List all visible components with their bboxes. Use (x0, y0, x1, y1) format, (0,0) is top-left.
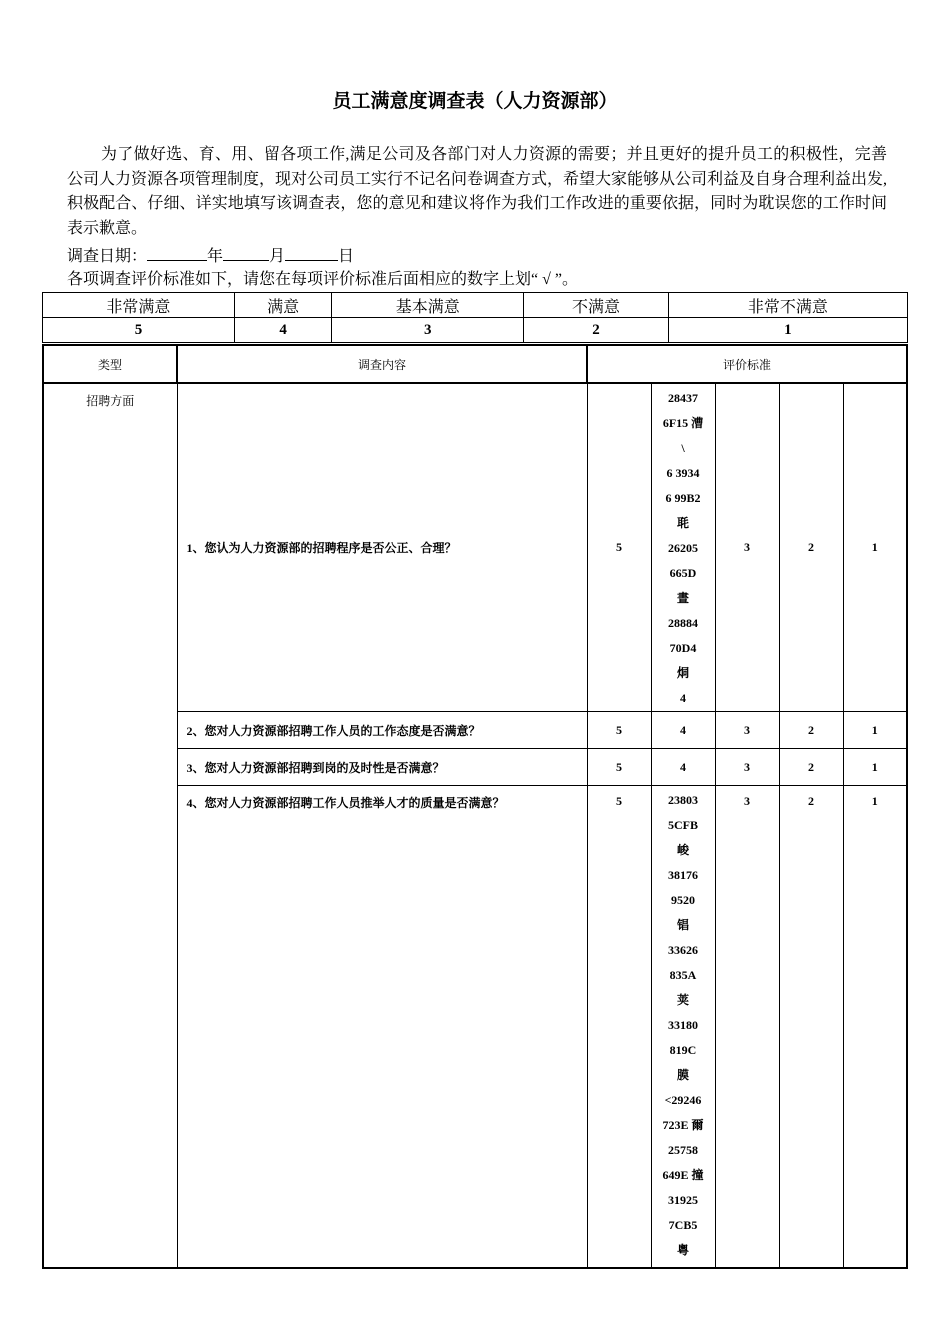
rating-option-4[interactable] (651, 786, 715, 1269)
cell-text-line: 6 99B2 (665, 491, 701, 505)
rating-option-4[interactable]: 4 (651, 712, 715, 749)
rating-option-2[interactable]: 2 (779, 712, 843, 749)
cell-text-line: 荚 (676, 993, 689, 1007)
header-type: 类型 (43, 345, 177, 383)
cell-text-line: \ (681, 441, 685, 455)
scale-label: 满意 (234, 293, 331, 318)
cell-text-line: 70D4 (669, 641, 697, 655)
scale-value: 1 (668, 318, 907, 343)
cell-text-line: 649E 撞 (662, 1168, 704, 1182)
scale-label: 不满意 (524, 293, 669, 318)
cell-text-line: 23803 (668, 793, 698, 807)
cell-text-line: 31925 (668, 1193, 698, 1207)
cell-text-line: 6 3934 (666, 466, 700, 480)
rating-option-5[interactable]: 5 (587, 383, 651, 712)
header-content: 调查内容 (177, 345, 587, 383)
scale-value-row (43, 318, 908, 343)
rating-option-2[interactable]: 2 (779, 383, 843, 712)
year-label: 年 (207, 248, 224, 265)
rating-option-5[interactable]: 5 (587, 749, 651, 786)
table-row (43, 383, 907, 712)
rating-option-1[interactable]: 1 (843, 786, 907, 1269)
cell-text-line: 723E 爾 (662, 1118, 704, 1132)
rating-option-1[interactable]: 1 (843, 749, 907, 786)
scale-label: 基本满意 (332, 293, 524, 318)
survey-header-row (43, 345, 907, 383)
intro-paragraph: 为了做好选、育、用、留各项工作,满足公司及各部门对人力资源的需要；并且更好的提升员工的积极性，完善公司人力资源各项管理制度，现对公司员工实行不记名问卷调查方式，希望大家能够从公司利益及自身合理利益出发,积极配合、仔细、详实地填写该调查表，您的意见和建议将作为我们工作改进的重要依据，同时为耽误您的工作时间表示歉意。 (67, 146, 888, 237)
scale-label: 非常不满意 (668, 293, 907, 318)
cell-text-line: 28437 (668, 391, 698, 405)
cell-text-line: <29246 (664, 1093, 702, 1107)
rating-option-5[interactable]: 5 (587, 712, 651, 749)
rating-scale-table (42, 292, 908, 343)
cell-text-line: 5CFB (668, 818, 698, 832)
month-blank[interactable] (223, 245, 269, 261)
category-cell: 招聘方面 (43, 383, 177, 1268)
date-label: 调查日期： (67, 248, 148, 265)
cell-text-line: 烔 (676, 666, 689, 680)
scale-value: 3 (332, 318, 524, 343)
rating-option-2[interactable]: 2 (779, 749, 843, 786)
cell-text-line: 晝 (676, 591, 689, 605)
month-label: 月 (269, 248, 286, 265)
scale-value: 5 (43, 318, 235, 343)
day-blank[interactable] (285, 245, 338, 261)
rating-option-4[interactable]: 4 (651, 749, 715, 786)
scale-value: 4 (234, 318, 331, 343)
year-blank[interactable] (147, 245, 207, 261)
cell-text-line: 7CB5 (668, 1218, 698, 1232)
rating-option-1[interactable]: 1 (843, 383, 907, 712)
instruction-text: 各项调查评价标准如下，请您在每项评价标准后面相应的数字上划“ √ ”。 (67, 271, 578, 288)
rating-option-1[interactable]: 1 (843, 712, 907, 749)
cell-text-line: 粵 (676, 1243, 689, 1257)
cell-text-line: 膜 (676, 1068, 689, 1082)
question-cell: 1、您认为人力资源部的招聘程序是否公正、合理？ (177, 383, 587, 712)
cell-text-line: 33180 (668, 1018, 698, 1032)
rating-option-3[interactable]: 3 (715, 786, 779, 1269)
header-rating: 评价标准 (587, 345, 907, 383)
page-title: 员工满意度调查表（人力资源部） (332, 91, 618, 112)
cell-text-line: 6F15 漕 (662, 416, 704, 430)
cell-text-line: 锠 (676, 918, 689, 932)
cell-text-line: 665D (669, 566, 697, 580)
cell-text-line: 4 (680, 691, 686, 705)
cell-text-line: 33626 (668, 943, 698, 957)
cell-text-line: 9520 (671, 893, 695, 907)
question-cell: 3、您对人力资源部招聘到岗的及时性是否满意？ (177, 749, 587, 786)
rating-option-2[interactable]: 2 (779, 786, 843, 1269)
question-cell: 4、您对人力资源部招聘工作人员推举人才的质量是否满意？ (177, 786, 587, 1269)
cell-text-line: 26205 (668, 541, 698, 555)
cell-text-line: 38176 (668, 868, 698, 882)
cell-text-line: 835A (669, 968, 697, 982)
rating-option-4[interactable] (651, 383, 715, 712)
day-label: 日 (338, 248, 355, 265)
survey-date-line (67, 245, 354, 268)
rating-option-3[interactable]: 3 (715, 749, 779, 786)
cell-text-line: 25758 (668, 1143, 698, 1157)
survey-table (42, 344, 908, 1269)
cell-text-line: 819C (669, 1043, 697, 1057)
cell-text-line: 28884 (668, 616, 698, 630)
scale-value: 2 (524, 318, 669, 343)
rating-option-3[interactable]: 3 (715, 712, 779, 749)
question-cell: 2、您对人力资源部招聘工作人员的工作态度是否满意？ (177, 712, 587, 749)
scale-label: 非常满意 (43, 293, 235, 318)
rating-option-3[interactable]: 3 (715, 383, 779, 712)
rating-option-5[interactable]: 5 (587, 786, 651, 1269)
cell-text-line: 毦 (676, 516, 689, 530)
scale-label-row (43, 293, 908, 318)
cell-text-line: 峻 (676, 843, 689, 857)
